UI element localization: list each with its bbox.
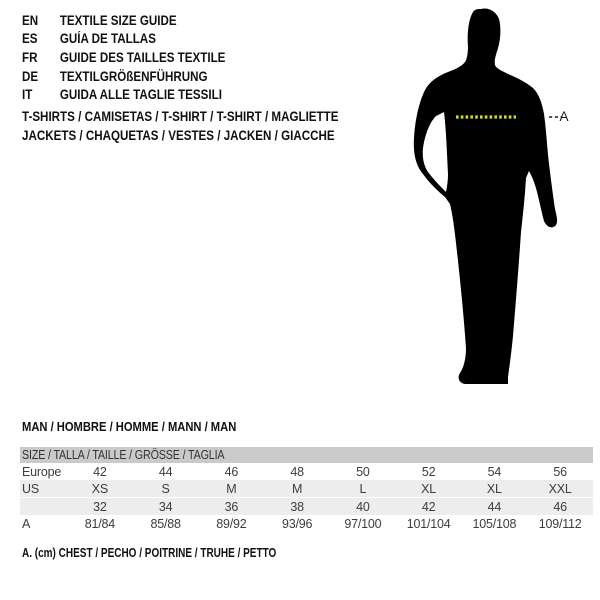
size-table-header [20,447,593,463]
language-list [22,11,259,104]
size-cell: 48 [290,464,304,479]
category-tshirts: T-SHIRTS / CAMISETAS / T-SHIRT / T-SHIRT / MAGLIETTE [22,109,339,124]
language-row-de [22,67,225,86]
size-cell: 38 [290,499,304,514]
language-row-it [22,85,225,104]
size-cell: 89/92 [216,516,247,531]
table-row-us-numeric [20,498,593,516]
language-code: FR [22,49,38,65]
size-cell: 46 [224,464,239,479]
language-title: GUÍA DE TALLAS [59,31,156,47]
size-cell: M [292,481,303,496]
man-silhouette-body [414,8,557,384]
size-cell: 109/112 [538,516,582,531]
row-label: A [22,516,31,531]
size-cell: XL [486,481,502,496]
size-cell: XL [421,481,437,496]
size-cell: 105/108 [472,516,517,531]
size-table [20,447,593,532]
size-cell: S [161,481,170,496]
size-cell: 101/104 [406,516,451,531]
man-silhouette-icon [412,6,574,386]
section-title-man [22,419,271,434]
size-cell: XXL [548,481,572,496]
language-row-fr [22,48,225,67]
size-cell: 44 [158,464,173,479]
size-table-header-text: SIZE / TALLA / TAILLE / GRÖSSE / TAGLIA [22,448,225,462]
language-code: ES [22,31,38,47]
row-label: US [22,481,39,496]
table-row-europe [20,463,593,480]
size-cell: 36 [224,499,239,514]
language-code: IT [22,87,33,103]
size-cell: 93/96 [281,516,313,531]
size-cell: L [359,481,367,496]
table-row-us [20,480,593,498]
table-row-chest-a [20,515,593,532]
size-table-header-row [20,447,593,463]
size-cell: 81/84 [84,516,116,531]
size-cell: 54 [487,464,502,479]
size-cell: 32 [93,499,107,514]
size-cell: 46 [553,499,567,514]
row-label [20,498,67,516]
language-title: GUIDE DES TAILLES TEXTILE [59,49,226,65]
garment-categories [22,108,390,145]
row-label: Europe [22,464,62,479]
size-cell: 44 [487,499,502,514]
section-title-text: MAN / HOMBRE / HOMME / MANN / MAN [22,419,237,434]
size-cell: M [226,481,237,496]
measure-label-a: A [559,109,569,124]
size-cell: 42 [93,464,107,479]
language-title: TEXTILE SIZE GUIDE [59,12,177,28]
language-row-en [22,11,225,30]
size-cell: 52 [421,464,436,479]
language-title: TEXTILGRÖßENFÜHRUNG [59,68,208,84]
size-cell: 50 [356,464,370,479]
language-code: DE [22,68,39,84]
category-jackets: JACKETS / CHAQUETAS / VESTES / JACKEN / GIACCHE [22,127,335,143]
measurement-footnote: A. (cm) CHEST / PECHO / POITRINE / TRUHE / PETTO [22,546,277,560]
size-cell: 97/100 [344,516,382,531]
language-title: GUIDA ALLE TAGLIE TESSILI [59,87,222,103]
language-row-es [22,30,225,49]
size-cell: 40 [356,499,370,514]
language-code: EN [22,12,39,28]
size-cell: 56 [553,464,567,479]
size-cell: 42 [421,499,436,514]
size-cell: 34 [158,499,173,514]
size-cell: 85/88 [150,516,181,531]
size-cell: XS [91,481,109,496]
